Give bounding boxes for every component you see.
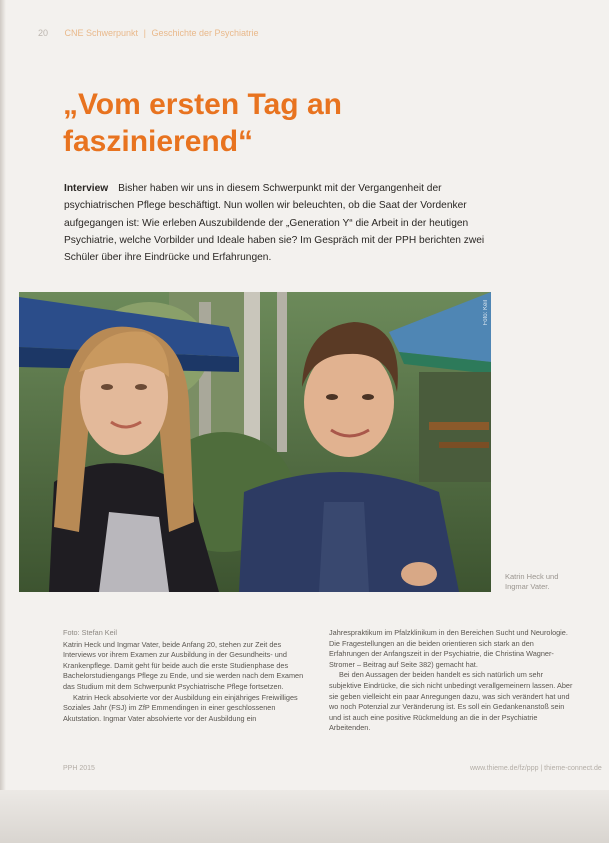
article-column-2 <box>329 628 575 734</box>
page-number: 20 <box>38 28 49 38</box>
interview-photo <box>19 292 491 592</box>
byline: Foto: Stefan Keil <box>63 628 117 637</box>
section-name: CNE Schwerpunkt <box>64 28 139 38</box>
running-header <box>38 28 258 38</box>
body-paragraph: Bei den Aussagen der beiden handelt es sich natürlich um sehr subjektive Eindrücke, die sich nicht unbedingt verallgemeinern lassen. Aber sie geben vielleicht ein paar Anregungen dazu, was sich verändert hat und wo noch Potenzial zur Veränderung ist. Es soll ein Gedankenanstoß sein und ist auch eine positive Rückmeldung an die in der Psychiatrie Arbeitenden. <box>329 670 573 733</box>
body-paragraph: Katrin Heck und Ingmar Vater, beide Anfang 20, stehen zur Zeit des Interviews vor ihrem Examen zur Ausbildung in der Gesundheits- und Krankenpflege. Damit geht für beide auch die erste Studienphase des Bachelorstudiengangs Pflege zu Ende, und sie werden nach dem Examen das Studium mit dem Schwerpunkt Psychiatrische Pflege fortsetzen. <box>63 639 304 691</box>
article-title: „Vom ersten Tag an faszinierend“ <box>63 88 342 158</box>
photo-credit: Foto: Keil <box>483 300 489 326</box>
subsection-name: Geschichte der Psychiatrie <box>151 28 259 38</box>
photo-caption: Katrin Heck und Ingmar Vater. <box>505 572 559 591</box>
footer-issue: PPH 2015 <box>63 765 95 772</box>
lead-text: Bisher haben wir uns in diesem Schwerpunkt mit der Vergangenheit der psychiatrischen Pflege beschäftigt. Nun wollen wir beleuchten, ob die Saat der Vordenker aufgegangen ist: Wie erleben Auszubildende der „Generation Y“ die Arbeit in der heutigen Psychiatrie, welche Vorbilder und Ideale haben sie? Im Gespräch mit der PPH berichten zwei Schüler über ihre Eindrücke und Erfahrungen. <box>64 183 485 264</box>
body-paragraph: Katrin Heck absolvierte vor der Ausbildung ein einjähriges Freiwilliges Soziales Jahr (FSJ) im ZfP Emmendingen in einer geschlossenen Akutstation. Ingmar Vater absolvierte vor der Ausbildung ein <box>63 692 298 723</box>
footer-website: www.thieme.de/fz/ppp | thieme-connect.de <box>470 765 602 772</box>
photo-illustration <box>19 292 491 592</box>
article-column-1 <box>63 628 309 724</box>
lead-label: Interview <box>64 183 109 194</box>
scan-bottom-margin <box>0 790 609 843</box>
scan-edge-shadow <box>0 0 6 843</box>
body-paragraph: Jahrespraktikum im Pfalzklinikum in den Bereichen Sucht und Neurologie. Die Fragestellungen an die beiden orientieren sich stark an den Erfahrungen der Anfangszeit in der Psychiatrie, die Christina Wagner-Stromer – Beitrag auf Seite 382) gemacht hat. <box>329 628 568 669</box>
lead-paragraph <box>64 180 494 266</box>
header-separator: | <box>143 28 146 38</box>
